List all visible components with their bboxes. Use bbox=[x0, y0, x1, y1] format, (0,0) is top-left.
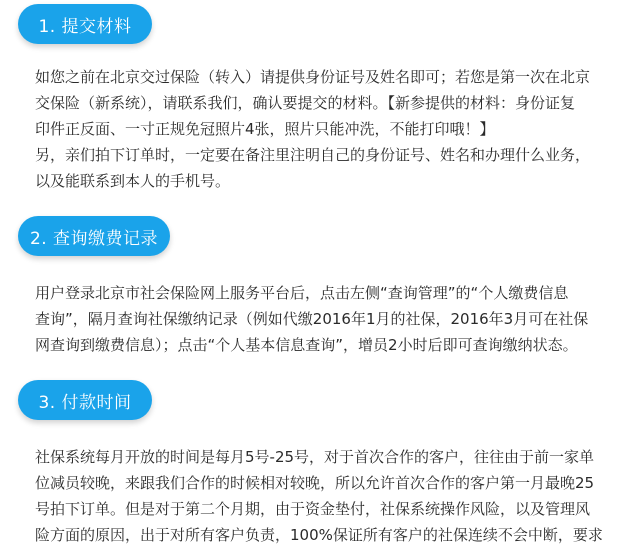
paragraph-line: 查询”，隔月查询社保缴纳记录（例如代缴2016年1月的社保，2016年3月可在社保 bbox=[35, 310, 589, 328]
section-3-heading-badge bbox=[18, 380, 152, 420]
section-2-heading: 2. 查询缴费记录 bbox=[29, 228, 159, 249]
paragraph-line: 社保系统每月开放的时间是每月5号-25号，对于首次合作的客户，往往由于前一家单 bbox=[35, 448, 595, 466]
paragraph-line: 用户登录北京市社会保险网上服务平台后，点击左侧“查询管理”的“个人缴费信息 bbox=[35, 284, 569, 302]
section-1-heading-badge bbox=[18, 4, 152, 44]
paragraph-line: 另，亲们拍下订单时，一定要在备注里注明自己的身份证号、姓名和办理什么业务， bbox=[35, 146, 591, 164]
section-1-paragraph bbox=[35, 64, 607, 194]
paragraph-line: 网查询到缴费信息）；点击“个人基本信息查询”，增员2小时后即可查询缴纳状态。 bbox=[35, 336, 578, 354]
section-2-paragraph bbox=[35, 280, 607, 358]
section-3-paragraph bbox=[35, 444, 607, 548]
paragraph-line: 以及能联系到本人的手机号。 bbox=[35, 172, 231, 190]
paragraph-line: 号拍下订单。但是对于第二个月期，由于资金垫付，社保系统操作风险，以及管理风 bbox=[35, 500, 591, 518]
paragraph-line: 险方面的原因，出于对所有客户负责，100%保证所有客户的社保连续不会中断，要求 bbox=[35, 526, 603, 544]
paragraph-line: 印件正反面、一寸正规免冠照片4张，照片只能冲洗，不能打印哦！】 bbox=[35, 120, 495, 138]
paragraph-line: 如您之前在北京交过保险（转入）请提供身份证号及姓名即可；若您是第一次在北京 bbox=[35, 68, 591, 86]
paragraph-line: 交保险（新系统），请联系我们，确认要提交的材料。【新参提供的材料：身份证复 bbox=[35, 94, 576, 112]
section-1-heading: 1. 提交材料 bbox=[38, 16, 132, 37]
section-2-heading-badge bbox=[18, 216, 170, 256]
paragraph-line: 位减员较晚，来跟我们合作的时候相对较晚，所以允许首次合作的客户第一月最晚25 bbox=[35, 474, 595, 492]
section-3-heading: 3. 付款时间 bbox=[38, 392, 132, 413]
